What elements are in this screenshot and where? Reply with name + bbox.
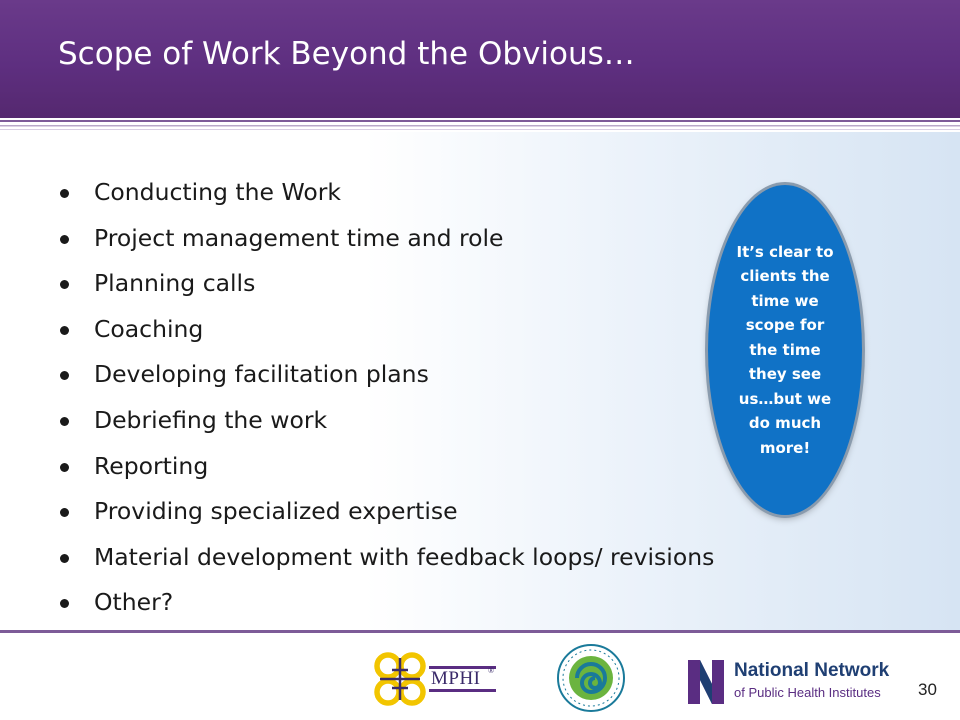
- nnphi-logo: [684, 656, 898, 708]
- callout-text: It’s clear to clients the time we scope for the time they see us…but we do much more!: [736, 242, 834, 457]
- bullet-text: Conducting the Work: [94, 178, 341, 206]
- bullet-list: [58, 170, 714, 626]
- bullet-dot: [60, 371, 69, 380]
- bullet-dot: [60, 417, 69, 426]
- bullet-text: Planning calls: [94, 269, 256, 298]
- bullet-dot: [60, 326, 69, 335]
- bullet-item: [58, 444, 714, 490]
- bullet-item: [58, 307, 714, 353]
- bullet-item: [58, 535, 714, 581]
- bullet-text: Debriefing the work: [94, 405, 328, 434]
- bullet-dot: [60, 463, 69, 472]
- footer-rule: [0, 630, 960, 633]
- bullet-text: Reporting: [94, 451, 209, 480]
- bullet-dot: [60, 508, 69, 517]
- mphi-registered-mark: ®: [488, 666, 495, 675]
- callout-oval: [708, 185, 862, 515]
- bullet-text: Other?: [94, 588, 174, 617]
- bullet-item: [58, 580, 714, 626]
- mphi-wordmark: MPHI: [431, 668, 481, 689]
- bullet-text: Providing specialized expertise: [94, 497, 458, 526]
- mphi-logo: [368, 648, 500, 710]
- illinois-seal: [556, 643, 626, 713]
- bullet-dot: [60, 280, 69, 289]
- bullet-text: Developing facilitation plans: [94, 360, 429, 389]
- bullet-text: Project management time and role: [94, 223, 504, 252]
- bullet-item: [58, 261, 714, 307]
- bullet-item: [58, 489, 714, 535]
- header-divider-lines: [0, 118, 960, 132]
- bullet-dot: [60, 554, 69, 563]
- bullet-item: [58, 352, 714, 398]
- bullet-text: Coaching: [94, 314, 204, 343]
- bullet-dot: [60, 189, 69, 198]
- illinois-seal-icon: [556, 643, 626, 713]
- bullet-text: Material development with feedback loops/ revisions: [94, 542, 715, 571]
- bullet-item: [58, 216, 714, 262]
- bullet-dot: [60, 235, 69, 244]
- bullet-item: [58, 398, 714, 444]
- bullet-dot: [60, 599, 69, 608]
- slide-title: Scope of Work Beyond the Obvious…: [58, 36, 635, 72]
- bullet-item: [58, 170, 714, 216]
- page-number: 30: [918, 680, 937, 699]
- nnphi-title: National Network: [734, 660, 890, 681]
- nnphi-subtitle: of Public Health Institutes: [734, 685, 881, 700]
- nnphi-n-icon: [684, 656, 728, 706]
